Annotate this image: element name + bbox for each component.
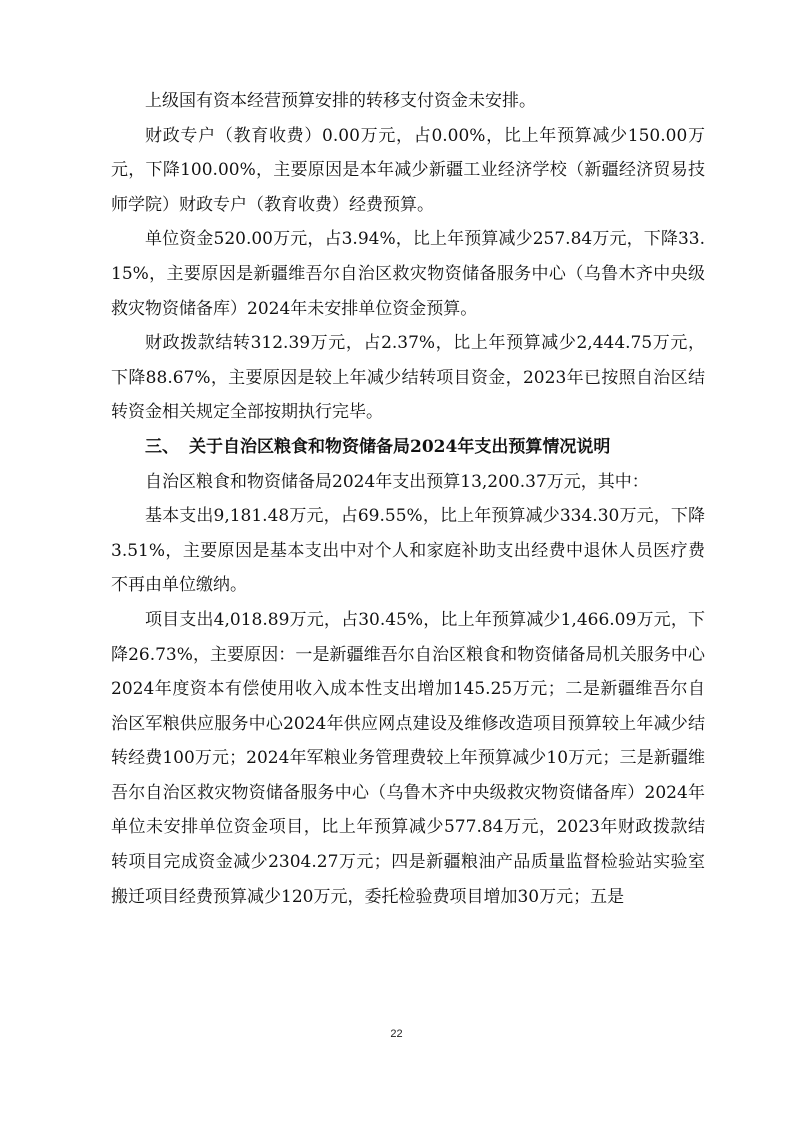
paragraph-transfer-payment: 上级国有资本经营预算安排的转移支付资金未安排。 bbox=[145, 91, 536, 111]
paragraph-education-fees: 财政专户（教育收费）0.00万元，占0.00%，比上年预算减少150.00万元，下降100.00%，主要原因是本年减少新疆工业经济学校（新疆经济贸易技师学院）财政专户（教育收费）经费预算。 bbox=[111, 125, 705, 215]
paragraph-unit-funds: 单位资金520.00万元，占3.94%，比上年预算减少257.84万元，下降33.15%，主要原因是新疆维吾尔自治区救灾物资储备服务中心（乌鲁木齐中央级救灾物资储备库）2024年未安排单位资金预算。 bbox=[111, 229, 705, 319]
paragraph-expenditure-total: 自治区粮食和物资储备局2024年支出预算13,200.37万元，其中： bbox=[145, 471, 649, 492]
section-heading bbox=[111, 430, 705, 465]
section-heading-title: 关于自治区粮食和物资储备局2024年支出预算情况说明 bbox=[189, 436, 611, 457]
section-heading-number: 三、 bbox=[145, 436, 179, 457]
paragraph-project-expenditure: 项目支出4,018.89万元，占30.45%，比上年预算减少1,466.09万元，下降26.73%，主要原因：一是新疆维吾尔自治区粮食和物资储备局机关服务中心2024年度资本有偿使用收入成本性支出增加145.25万元；二是新疆维吾尔自治区军粮供应服务中心2024年供应网点建设及维修改造项目预算较上年减少结转经费100万元；2024年军粮业务管理费较上年预算减少10万元；三是新疆维吾尔自治区救灾物资储备服务中心（乌鲁木齐中央级救灾物资储备库）2024年单位未安排单位资金项目，比上年预算减少577.84万元，2023年财政拨款结转项目完成资金减少2304.27万元；四是新疆粮油产品质量监督检验站实验室搬迁项目经费预算减少120万元，委托检验费项目增加30万元；五是 bbox=[111, 609, 705, 907]
page-body bbox=[111, 84, 705, 914]
paragraph-basic-expenditure: 基本支出9,181.48万元，占69.55%，比上年预算减少334.30万元，下降3.51%，主要原因是基本支出中对个人和家庭补助支出经费中退休人员医疗费不再由单位缴纳。 bbox=[111, 506, 705, 596]
page-number: 22 bbox=[390, 1028, 403, 1040]
paragraph-carryover-funds: 财政拨款结转312.39万元，占2.37%，比上年预算减少2,444.75万元，下降88.67%，主要原因是较上年减少结转项目资金，2023年已按照自治区结转资金相关规定全部按期执行完毕。 bbox=[111, 333, 705, 423]
